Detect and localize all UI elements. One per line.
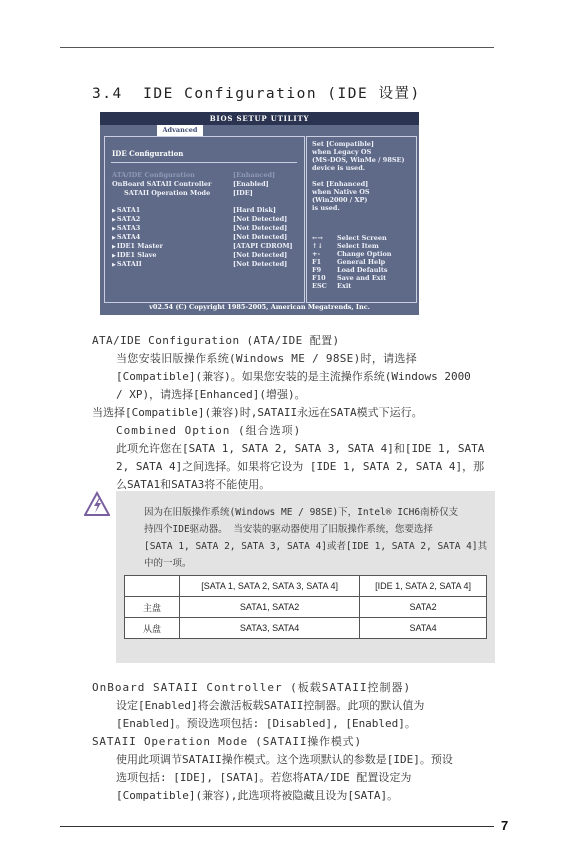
onboard-line-2: [Enabled]。预设选项包括: [Disabled], [Enabled]。 (116, 717, 416, 730)
bios-setting-label-text: SATA1 (116, 206, 141, 214)
bottom-rule (60, 826, 494, 827)
bios-key: +- (312, 250, 321, 258)
ata-ide-heading: ATA/IDE Configuration (ATA/IDE 配置) (92, 334, 340, 347)
bios-setting-label[interactable] (112, 224, 140, 232)
top-rule (60, 47, 494, 48)
submenu-arrow-icon: ▶ (112, 226, 116, 232)
bios-setting-label-text: SATA2 (116, 215, 141, 223)
combined-line-2: 2, SATA 4]之间选择。如果将它设为 [IDE 1, SATA 2, SATA 4]，那 (116, 460, 485, 473)
bios-setting-value[interactable]: [Not Detected] (233, 251, 288, 259)
table-header-cell: [SATA 1, SATA 2, SATA 3, SATA 4] (180, 576, 360, 597)
note-line-1: 因为在旧版操作系统(Windows ME / 98SE)下，Intel® ICH6南桥仅支 (144, 507, 459, 518)
submenu-arrow-icon: ▶ (112, 244, 116, 250)
bios-setting-value[interactable]: [IDE] (233, 189, 253, 197)
bios-help-line: (Win2000 / XP) (312, 196, 368, 204)
note-line-2: 持四个IDE驱动器。 当安装的驱动器使用了旧版操作系统，您要选择 (144, 524, 433, 535)
bios-key-legend-row (312, 258, 386, 266)
bios-heading-divider (111, 162, 297, 163)
bios-help-line: when Native OS (312, 188, 370, 196)
bios-setting-value[interactable]: [Hard Disk] (233, 206, 277, 214)
bios-help-line: is used. (312, 204, 340, 212)
bios-key: F1 (312, 258, 322, 266)
bios-help-line: (MS-DOS, WinMe / 98SE) (312, 156, 405, 164)
table-row-label: 主盘 (125, 597, 180, 618)
note-box (116, 491, 495, 663)
sataii-mode-heading: SATAII Operation Mode (SATAII操作模式) (92, 735, 362, 748)
table-cell: SATA2 (360, 597, 487, 618)
table-row (125, 597, 487, 618)
bios-tab-advanced[interactable]: Advanced (157, 125, 203, 136)
bios-setting-value[interactable]: [Not Detected] (233, 215, 288, 223)
bios-title: BIOS SETUP UTILITY (209, 114, 310, 123)
table-header-row (125, 576, 487, 597)
table-cell: SATA1, SATA2 (180, 597, 360, 618)
bios-key-description: Change Option (337, 250, 392, 258)
bios-setting-label-text: SATAII (116, 260, 142, 268)
bios-help-line: Set [Enhanced] (312, 180, 369, 188)
ata-ide-line-3: / XP)，请选择[Enhanced](增强)。 (116, 388, 306, 401)
bios-key-legend-row (312, 266, 388, 274)
bios-setting-label[interactable] (112, 251, 157, 259)
bios-key: ←→ (312, 234, 323, 242)
section-title-text: IDE Configuration (IDE 设置) (143, 86, 421, 102)
bios-setting-value[interactable]: [Not Detected] (233, 224, 288, 232)
section-number: 3.4 (92, 86, 123, 102)
bios-setting-label[interactable] (112, 260, 142, 268)
bios-screenshot (100, 112, 419, 315)
bios-key-description: Exit (337, 282, 352, 290)
bios-setting-label[interactable] (124, 189, 210, 197)
ata-ide-line-2: [Compatible](兼容)。如果您安装的是主流操作系统(Windows 2000 (116, 370, 471, 383)
bios-setting-label[interactable] (112, 171, 195, 179)
bios-setting-label-text: SATAII Operation Mode (124, 189, 211, 197)
bios-key-legend-row (312, 274, 387, 282)
bios-help-line: when Legacy OS (312, 148, 372, 156)
bios-key-legend-row (312, 234, 387, 242)
bios-setting-label-text: SATA3 (116, 224, 141, 232)
onboard-line-1: 设定[Enabled]将会激活板载SATAII控制器。此项的默认值为 (116, 699, 425, 712)
bios-footer: v02.54 (C) Copyright 1985-2005, American Megatrends, Inc. (149, 303, 370, 311)
bios-setting-label[interactable] (112, 233, 140, 241)
note-line-4: 中的一项。 (144, 558, 192, 569)
table-cell: SATA3, SATA4 (180, 618, 360, 639)
section-title (92, 82, 421, 103)
bios-key-description: Save and Exit (337, 274, 387, 282)
sataii-mode-line-1: 使用此项调节SATAII操作模式。这个选项默认的参数是[IDE]。预设 (116, 753, 453, 766)
bios-key-description: Load Defaults (337, 266, 388, 274)
bios-key: F10 (312, 274, 326, 282)
bios-help-panel (306, 136, 417, 303)
bios-key-legend-row (312, 242, 379, 250)
compatible-note: 当选择[Compatible](兼容)时,SATAII永远在SATA模式下运行。 (92, 406, 423, 419)
table-row-label: 从盘 (125, 618, 180, 639)
bios-key-description: Select Item (337, 242, 379, 250)
onboard-sataii-heading: OnBoard SATAII Controller (板载SATAII控制器) (92, 681, 412, 694)
table-header-cell (125, 576, 180, 597)
bios-setting-label-text: IDE1 Slave (116, 251, 157, 259)
bios-help-line: device is used. (312, 164, 366, 172)
combined-line-1: 此项允许您在[SATA 1, SATA 2, SATA 3, SATA 4]和[IDE 1, SATA (116, 442, 485, 455)
table-cell: SATA4 (360, 618, 487, 639)
note-line-3: [SATA 1, SATA 2, SATA 3, SATA 4]或者[IDE 1, SATA 2, SATA 4]其 (144, 541, 488, 552)
submenu-arrow-icon: ▶ (112, 262, 116, 268)
bios-key: ESC (312, 282, 327, 290)
bios-setting-label-text: SATA4 (116, 233, 141, 241)
bios-setting-label-text: ATA/IDE Configuration (112, 171, 195, 179)
bios-key-legend-row (312, 282, 352, 290)
sataii-mode-line-3: [Compatible](兼容),此选项将被隐藏且设为[SATA]。 (116, 789, 399, 802)
table-row (125, 618, 487, 639)
warning-icon (84, 491, 110, 517)
bios-help-line: Set [Compatible] (312, 140, 375, 148)
submenu-arrow-icon: ▶ (112, 217, 116, 223)
bios-panel-heading: IDE Configuration (112, 149, 184, 158)
bios-setting-value[interactable]: [Enhanced] (233, 171, 276, 179)
bios-key-description: General Help (337, 258, 386, 266)
bios-titlebar (100, 112, 419, 125)
bios-key-legend-row (312, 250, 392, 258)
bios-key-description: Select Screen (337, 234, 387, 242)
ata-ide-line-1: 当您安装旧版操作系统(Windows ME / 98SE)时，请选择 (116, 352, 418, 365)
bios-setting-label-text: IDE1 Master (116, 242, 163, 250)
drive-mapping-table (124, 575, 487, 639)
table-header-cell: [IDE 1, SATA 2, SATA 4] (360, 576, 487, 597)
combined-option-heading: Combined Option (组合选项) (116, 424, 302, 437)
bios-setting-label[interactable] (112, 242, 163, 250)
bios-setting-value[interactable]: [Not Detected] (233, 260, 288, 268)
submenu-arrow-icon: ▶ (112, 253, 116, 259)
bios-key: F9 (312, 266, 322, 274)
bios-setting-label[interactable] (112, 215, 140, 223)
page-number: 7 (501, 818, 509, 833)
sataii-mode-line-2: 选项包括: [IDE], [SATA]。若您将ATA/IDE 配置设定为 (116, 771, 412, 784)
bios-setting-value[interactable]: [ATAPI CDROM] (233, 242, 293, 250)
combined-line-3: 么SATA1和SATA3将不能使用。 (116, 478, 271, 491)
bios-setting-label[interactable] (112, 206, 140, 214)
bios-setting-label-text: OnBoard SATAII Controller (112, 180, 212, 188)
bios-setting-value[interactable]: [Enabled] (233, 180, 269, 188)
bios-setting-label[interactable] (112, 180, 211, 188)
submenu-arrow-icon: ▶ (112, 208, 116, 214)
bios-settings-panel (104, 136, 305, 303)
bios-setting-value[interactable]: [Not Detected] (233, 233, 288, 241)
bios-key: ↑↓ (312, 242, 323, 250)
submenu-arrow-icon: ▶ (112, 235, 116, 241)
